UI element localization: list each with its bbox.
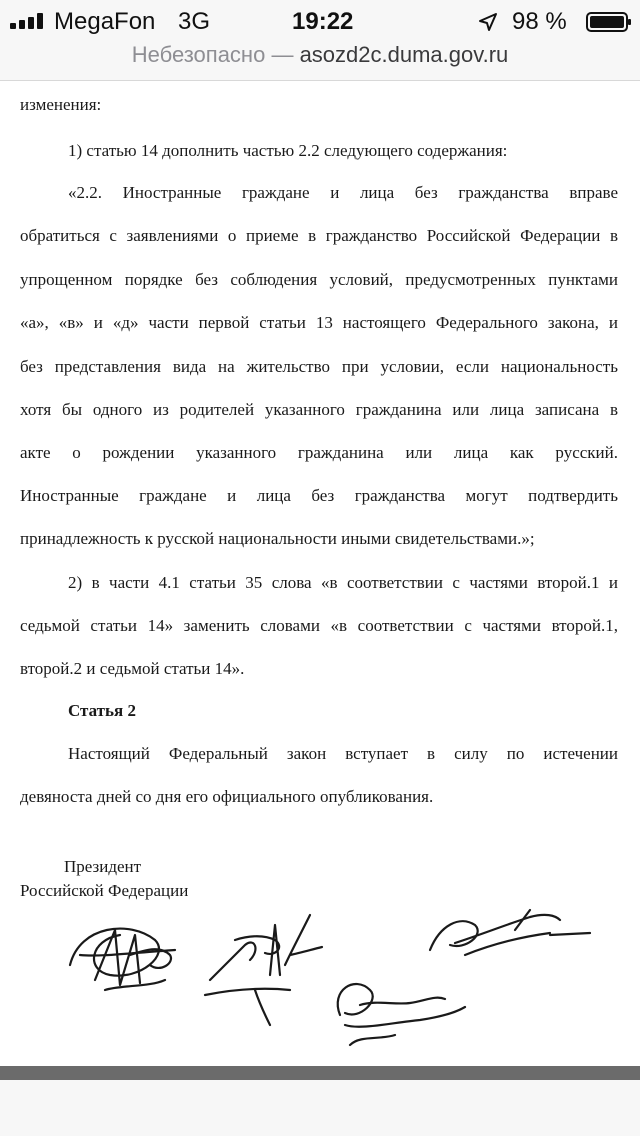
clock: 19:22: [292, 8, 354, 35]
doc-line: изменения:: [20, 95, 102, 114]
url-display[interactable]: [132, 42, 509, 68]
doc-line: без представления вида на жительство при условии, если национальность: [20, 357, 618, 376]
doc-line: акте о рождении указанного гражданина или лица как русский.: [20, 443, 618, 462]
doc-line: 2) в части 4.1 статьи 35 слова «в соответствии с частями второй.1 и: [68, 573, 618, 592]
security-label: Небезопасно: [131, 42, 266, 67]
signatory-country: Российской Федерации: [20, 881, 189, 900]
doc-line: второй.2 и седьмой статьи 14».: [20, 659, 245, 678]
url-separator: —: [271, 42, 294, 67]
doc-line: 1) статью 14 дополнить частью 2.2 следующего содержания:: [68, 141, 508, 160]
network-type: 3G: [178, 8, 211, 35]
status-bar: [0, 0, 640, 40]
doc-line: «а», «в» и «д» части первой статьи 13 настоящего Федерального закона, и: [20, 313, 618, 332]
doc-line: упрощенном порядке без соблюдения условий, предусмотренных пунктами: [20, 270, 618, 289]
signal-strength-icon: [10, 13, 50, 29]
address-bar[interactable]: [0, 40, 640, 81]
doc-line: обратиться с заявлениями о приеме в гражданство Российской Федерации в: [20, 226, 618, 245]
doc-line: седьмой статьи 14» заменить словами «в соответствии с частями второй.1,: [20, 616, 618, 635]
carrier-name: MegaFon: [54, 8, 156, 35]
doc-line: принадлежность к русской национальности иными свидетельствами.»;: [20, 529, 535, 548]
doc-line: девяноста дней со дня его официального опубликования.: [20, 787, 434, 806]
battery-icon: [586, 12, 632, 32]
doc-line: «2.2. Иностранные граждане и лица без гражданства вправе: [68, 183, 618, 202]
doc-line: Настоящий Федеральный закон вступает в силу по истечении: [68, 744, 618, 763]
battery-percentage: 98 %: [512, 8, 567, 35]
signatory-title: Президент: [64, 857, 142, 876]
doc-line: Иностранные граждане и лица без гражданства могут подтвердить: [20, 486, 618, 505]
location-arrow-icon: [478, 12, 498, 32]
article-heading: Статья 2: [68, 701, 136, 720]
handwritten-signatures: [60, 895, 600, 1065]
url-domain: asozd2c.duma.gov.ru: [299, 42, 509, 67]
bottom-toolbar: [0, 1066, 640, 1136]
doc-line: хотя бы одного из родителей указанного гражданина или лица записана в: [20, 400, 618, 419]
